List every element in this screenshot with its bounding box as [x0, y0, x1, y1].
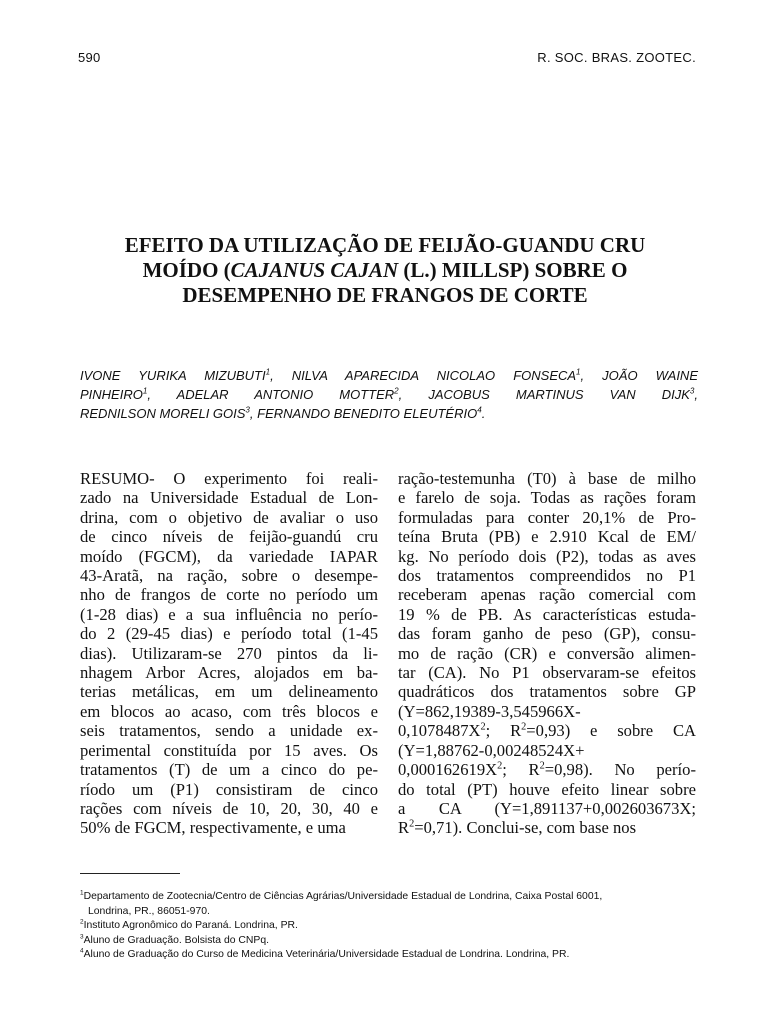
abstract-column-left [80, 469, 378, 838]
abstract-line: 43-Aratã, na ração, sobre o desempe- [80, 566, 378, 586]
abstract-line: seis tratamentos, sendo a unidade ex- [80, 721, 378, 741]
author-separator: , [694, 387, 699, 402]
abstract-line: receberam apenas ração comercial com [398, 585, 696, 605]
abstract-line: $R^2=0,71$). Conclui-se, com base nos [398, 818, 637, 838]
abstract-line: moído (FGCM), da variedade IAPAR [80, 546, 378, 566]
page-number: 590 [78, 50, 101, 65]
affiliation-marker: 1 [576, 367, 581, 377]
author-list [80, 366, 698, 423]
abstract-line: ríodo um (P1) consistiram de cinco [80, 779, 378, 799]
author-line-3 [80, 404, 698, 423]
affiliation-marker: 4 [477, 405, 482, 415]
footnote-marker: 2 [80, 918, 84, 926]
author-name: , NILVA APARECIDA NICOLAO FONSECA [270, 368, 577, 383]
footnote-marker: 4 [80, 947, 84, 955]
abstract-line: nhagem Arbor Acres, alojados em ba- [80, 663, 378, 683]
abstract-line: dos tratamentos compreendidos no P1 [398, 566, 696, 586]
footnote-text: Instituto Agronômico do Paraná. Londrina, PR. [83, 920, 298, 931]
abstract-line: (Y=862,19389-3,545966X- [398, 701, 581, 721]
abstract-line: $0,1078487X^2$; $R^2=0,93$) e sobre CA [398, 721, 697, 741]
abstract-line: das foram ganho de peso (GP), consu- [398, 624, 696, 644]
author-separator: . [481, 406, 486, 421]
footnote [80, 934, 700, 949]
title-line-2 [90, 258, 680, 283]
title-line-2-end: (L.) MILLSP) SOBRE O [398, 258, 628, 282]
affiliation-marker: 2 [394, 386, 399, 396]
abstract-column-right [398, 469, 696, 838]
title-line-3: DESEMPENHO DE FRANGOS DE CORTE [182, 283, 588, 307]
abstract-line: de cinco níveis de feijão-guandú cru [80, 527, 378, 547]
abstract-line: kg. No período dois (P2), todas as aves [398, 546, 696, 566]
author-name: , JACOBUS MARTINUS VAN DIJK [398, 387, 690, 402]
footnote [80, 890, 700, 905]
affiliation-marker: 1 [265, 367, 271, 377]
abstract-line: 19 % de PB. As características estuda- [398, 604, 696, 624]
footnote [80, 948, 700, 963]
footnote-rule [80, 873, 180, 874]
abstract-line: perimental constituída por 15 aves. Os [80, 740, 378, 760]
abstract-line: a CA (Y=1,891137+0,002603673X; [398, 798, 696, 818]
footnote-text: Londrina, PR., 86051-970. [88, 905, 210, 917]
title-line-1: EFEITO DA UTILIZAÇÃO DE FEIJÃO-GUANDU CRU [124, 233, 646, 257]
footnote-marker: 1 [80, 889, 84, 897]
affiliation-marker: 3 [689, 386, 695, 396]
abstract-line: formuladas para conter 20,1% de Pro- [398, 507, 696, 527]
abstract-line: RESUMO- O experimento foi reali- [80, 469, 378, 488]
abstract-line: mo de ração (CR) e conversão alimen- [398, 643, 696, 663]
abstract-line: do total (PT) houve efeito linear sobre [398, 779, 696, 799]
abstract-line: nho de frangos de corte no período um [80, 585, 378, 605]
abstract-line: (1-28 dias) e a sua influência no perío- [80, 604, 378, 624]
author-name: , ADELAR ANTONIO MOTTER [147, 387, 395, 402]
abstract-line: do 2 (29-45 dias) e período total (1-45 [80, 624, 378, 644]
running-header [78, 50, 696, 72]
abstract-line: tar (CA). No P1 observaram-se efeitos [398, 663, 696, 683]
affiliation-marker: 3 [245, 405, 250, 415]
abstract-line: teína Bruta (PB) e 2.910 Kcal de EM/ [398, 527, 696, 547]
footnote-text: Aluno de Graduação do Curso de Medicina Veterinária/Universidade Estadual de Londrina. Londrina, PR. [83, 949, 570, 960]
abstract-line: rações com níveis de 10, 20, 30, 40 e [80, 798, 378, 818]
abstract-line: dias). Utilizaram-se 270 pintos da li- [80, 643, 378, 663]
author-name: , FERNANDO BENEDITO ELEUTÉRIO [249, 406, 478, 421]
abstract-line: e farelo de soja. Todas as rações foram [398, 488, 696, 508]
author-name: IVONE YURIKA MIZUBUTI [80, 368, 266, 383]
author-name: PINHEIRO [80, 387, 143, 402]
footnotes [80, 890, 700, 963]
footnote [80, 905, 700, 920]
author-name: , JOÃO WAINE [580, 368, 698, 383]
footnote [80, 919, 700, 934]
abstract-line: 50% de FGCM, respectivamente, e uma [80, 818, 346, 838]
footnote-marker: 3 [80, 933, 84, 941]
title-species-italic: CAJANUS CAJAN [230, 258, 399, 282]
author-line-2 [80, 385, 698, 404]
footnote-text: Departamento de Zootecnia/Centro de Ciências Agrárias/Universidade Estadual de Londrina, Caixa Postal 6001, [83, 891, 603, 902]
article-title [90, 233, 680, 308]
abstract-line: (Y=1,88762-0,00248524X+ [398, 740, 585, 760]
footnote-text: Aluno de Graduação. Bolsista do CNPq. [83, 934, 270, 946]
affiliation-marker: 1 [142, 386, 148, 396]
abstract-line: drina, com o objetivo de avaliar o uso [80, 507, 378, 527]
abstract-line: em blocos ao acaso, com três blocos e [80, 701, 378, 721]
abstract-line: ração-testemunha (T0) à base de milho [398, 469, 696, 488]
journal-name: R. SOC. BRAS. ZOOTEC. [537, 50, 696, 65]
abstract-line: $0,000162619X^2$; $R^2=0,98$). No perío- [398, 760, 696, 780]
author-name: REDNILSON MORELI GOIS [80, 406, 246, 421]
abstract-line: terias metálicas, em um delineamento [80, 682, 378, 702]
abstract-line: tratamentos (T) de um a cinco do pe- [80, 760, 378, 780]
title-line-2-start: MOÍDO ( [142, 258, 231, 282]
abstract-line: zado na Universidade Estadual de Lon- [80, 488, 378, 508]
abstract-line: quadráticos dos tratamentos sobre GP [398, 682, 696, 702]
author-line-1 [80, 366, 698, 385]
